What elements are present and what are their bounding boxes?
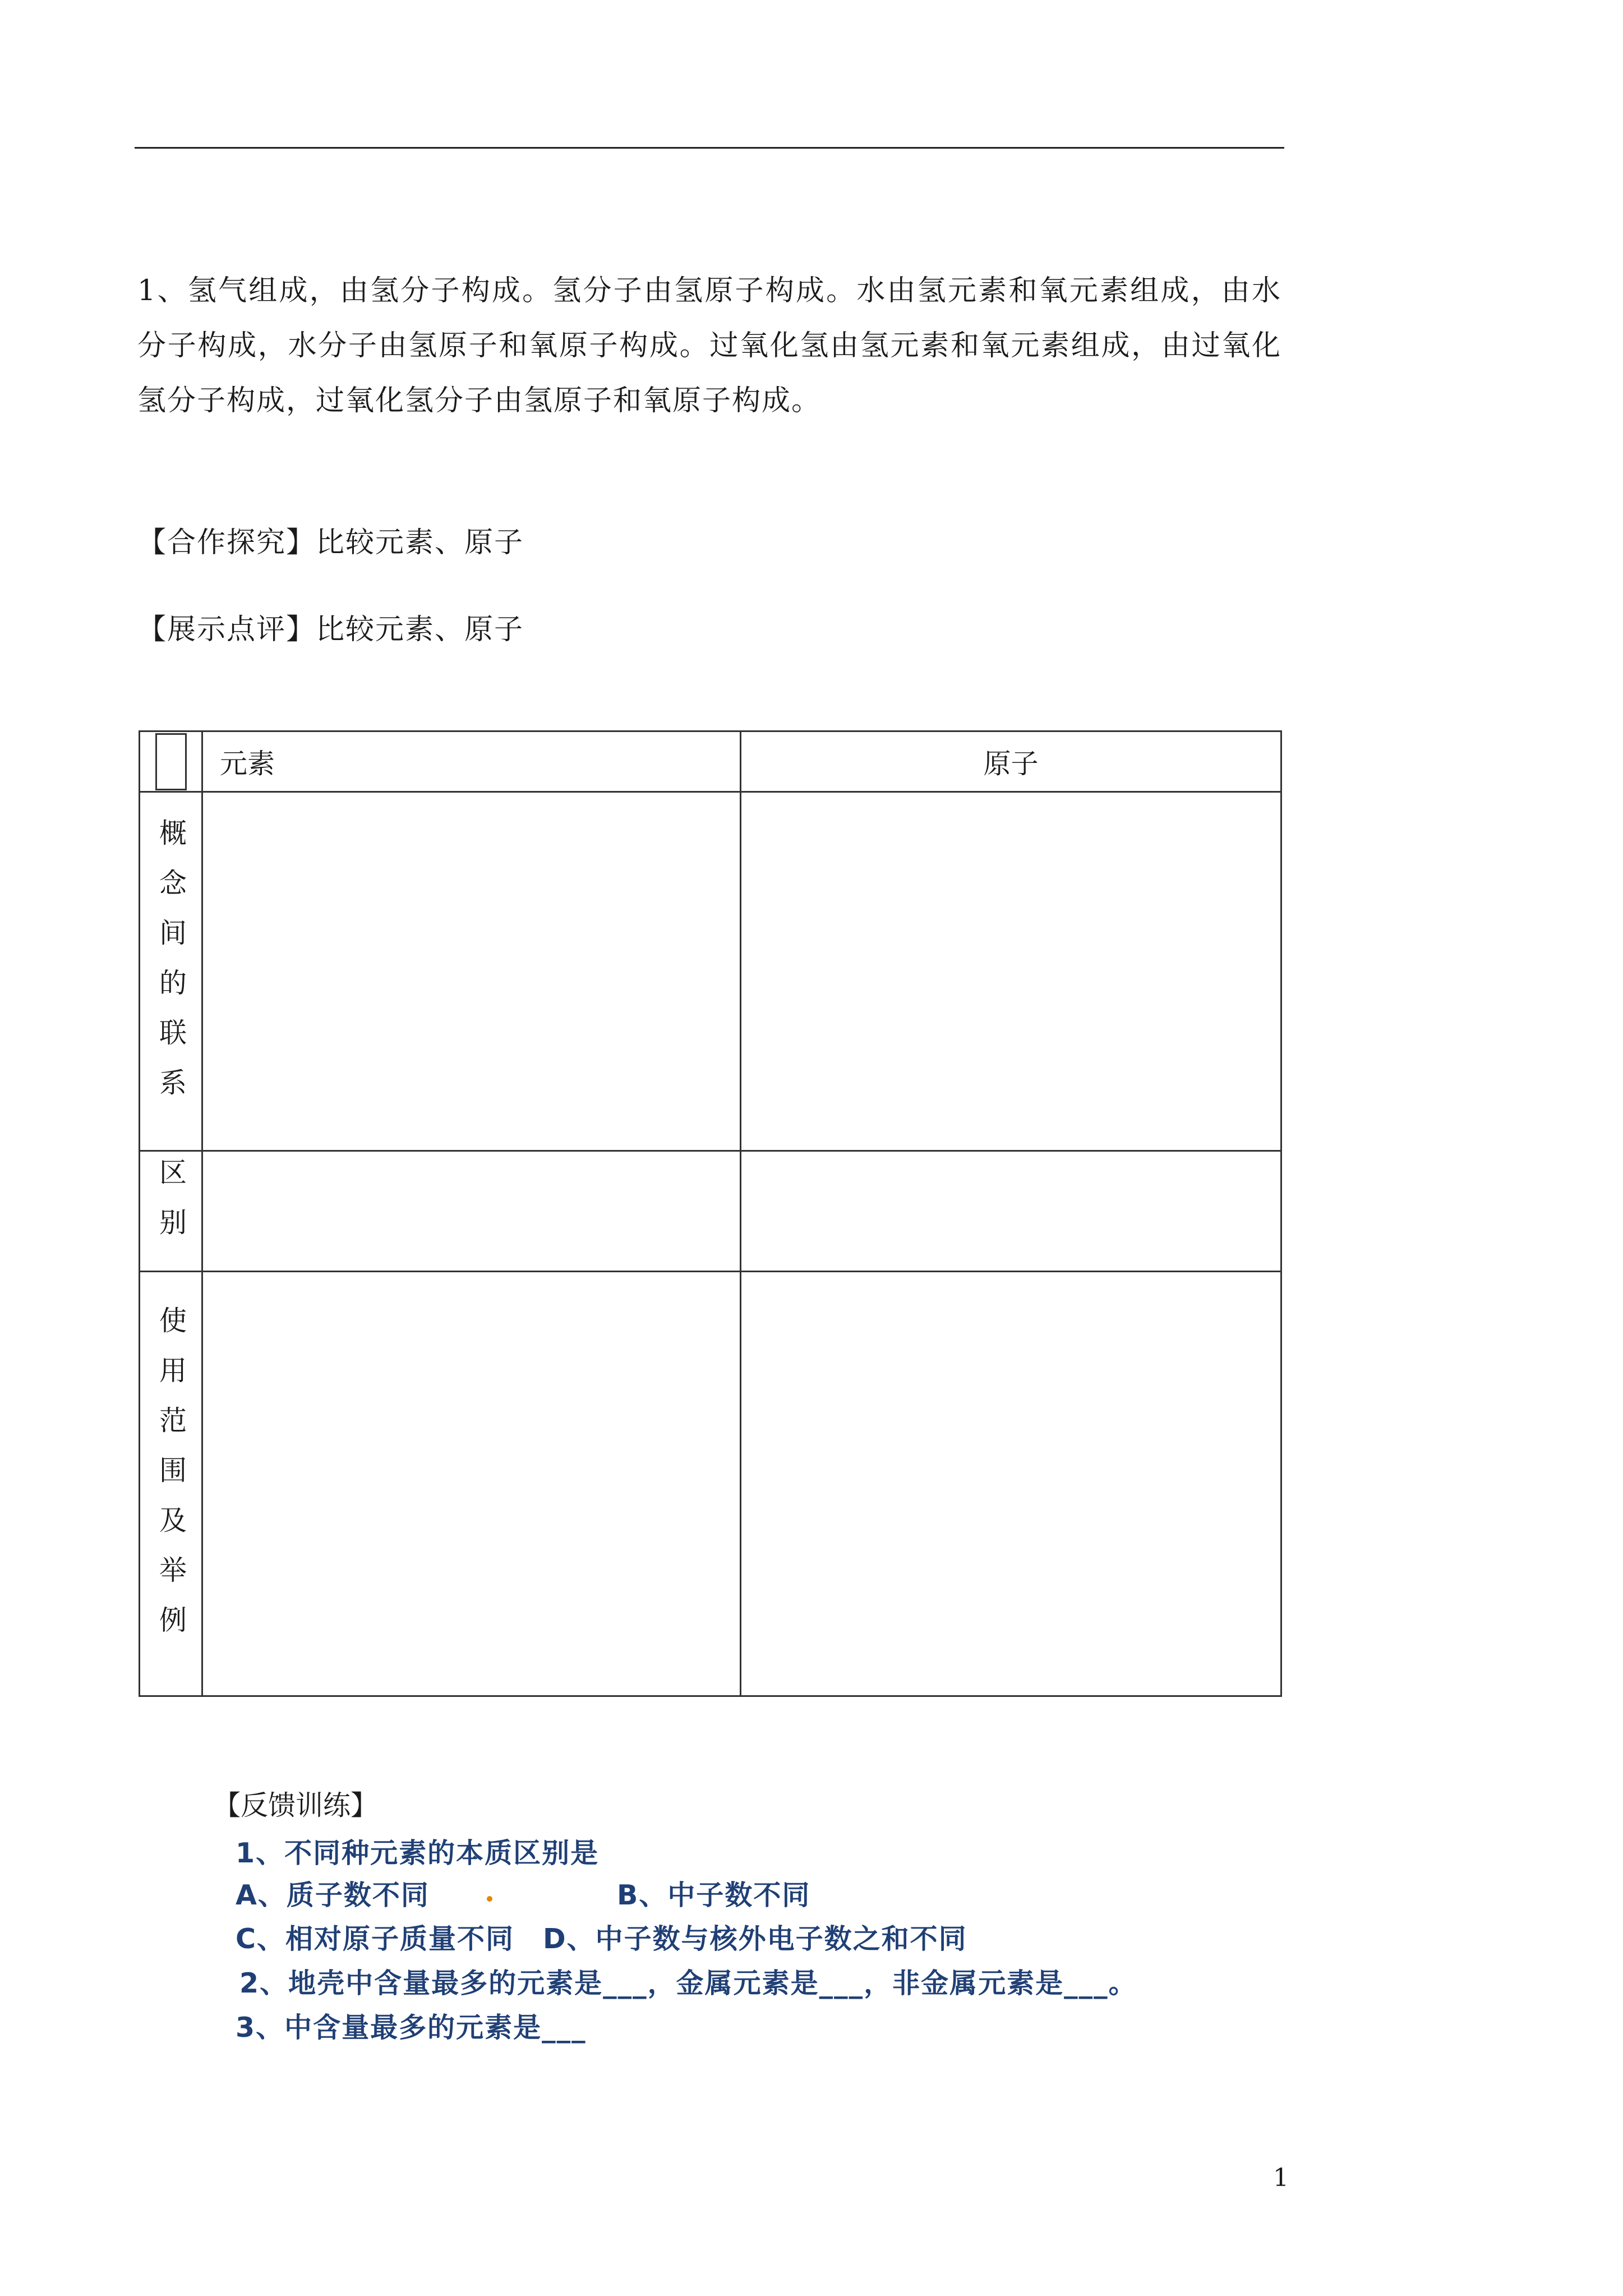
intro-paragraph: 1、氢气组成，由氢分子构成。氢分子由氢原子构成。水由氢元素和氧元素组成，由水分子构成，水分子由氢原子和氧原子构成。过氧化氢由氢元素和氧元素组成，由过氧化氢分子构成，过氧化氢分子由氢原子和氧原子构成。 [137, 274, 1281, 417]
question-2: 2、地壳中含量最多的元素是___，金属元素是___，非金属元素是___。 [239, 1967, 1137, 1999]
question-1: 1、不同种元素的本质区别是 [236, 1837, 600, 1869]
answer-cell[interactable] [741, 792, 1281, 1151]
section-cooperative-inquiry: 【合作探究】比较元素、原子 [137, 526, 524, 559]
table-row [140, 1272, 1281, 1696]
answer-cell[interactable] [202, 792, 741, 1151]
answer-cell[interactable] [202, 1151, 741, 1272]
row-label-cell [140, 1151, 202, 1272]
answer-cell[interactable] [741, 1272, 1281, 1696]
row-label-cell [140, 1272, 202, 1696]
option-c: C、相对原子质量不同 [236, 1923, 514, 1955]
feedback-title: 【反馈训练】 [213, 1789, 379, 1821]
row-label-usage-scope: 使用范围及举例 [155, 1305, 187, 1655]
corner-box [155, 733, 187, 790]
answer-cell[interactable] [741, 1151, 1281, 1272]
section-presentation-review: 【展示点评】比较元素、原子 [137, 613, 524, 646]
corner-cell [140, 731, 202, 792]
table-row [140, 1151, 1281, 1272]
page-number: 1 [1273, 2164, 1289, 2192]
option-a: A、质子数不同 [236, 1879, 430, 1911]
table-row [140, 792, 1281, 1151]
header-rule [135, 147, 1284, 149]
option-b: B、中子数不同 [617, 1879, 811, 1911]
option-d: D、中子数与核外电子数之和不同 [543, 1923, 967, 1955]
header-atom: 原子 [741, 731, 1281, 792]
row-label-concept-relation: 概念间的联系 [155, 818, 187, 1118]
comparison-table [139, 730, 1282, 1697]
question-3: 3、中含量最多的元素是___ [236, 2012, 587, 2044]
orange-mark [487, 1896, 492, 1902]
answer-cell[interactable] [202, 1272, 741, 1696]
table-header-row [140, 731, 1281, 792]
row-label-cell [140, 792, 202, 1151]
header-element: 元素 [202, 731, 741, 792]
row-label-difference: 区别 [155, 1158, 187, 1258]
